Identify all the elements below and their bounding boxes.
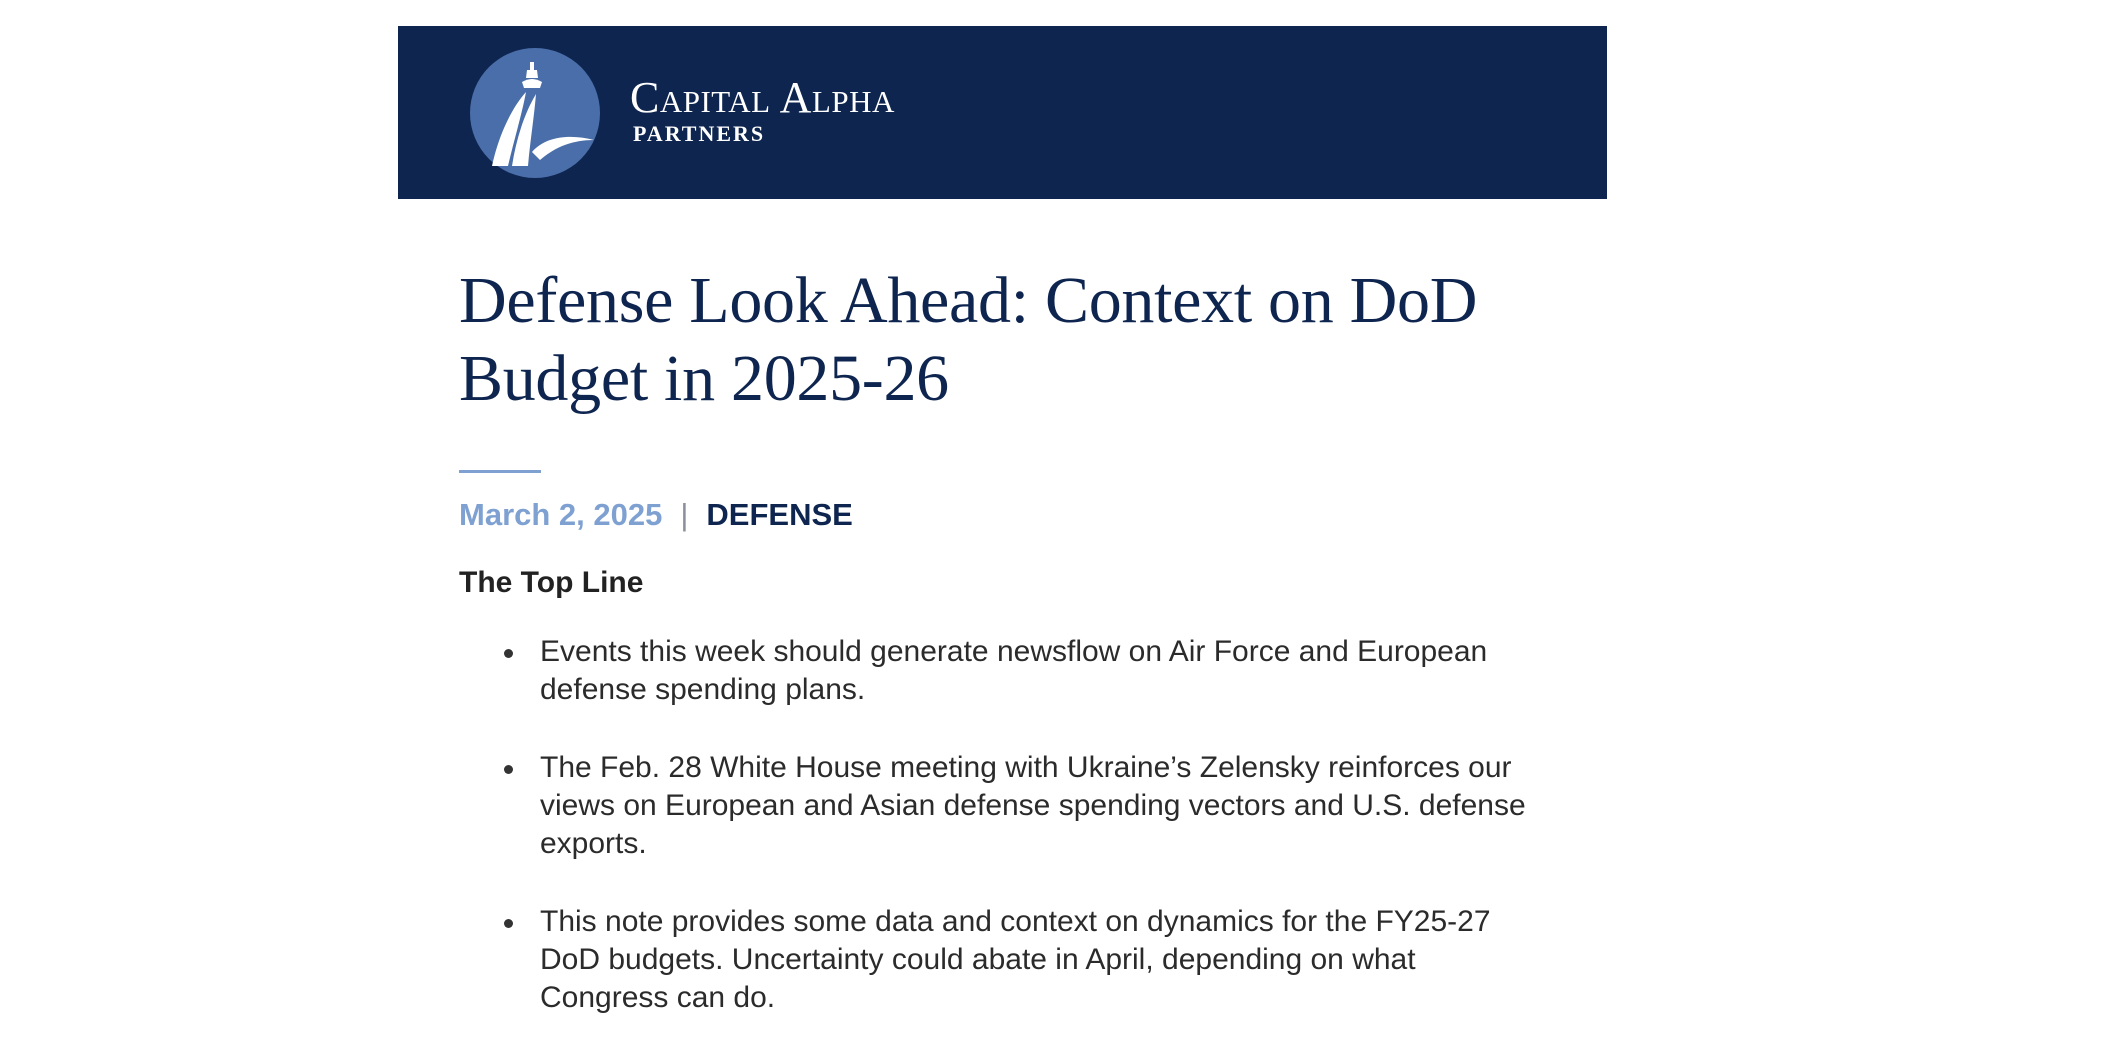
title-divider xyxy=(459,470,541,473)
capitol-dome-logo-icon xyxy=(470,48,600,178)
list-item-text: Events this week should generate newsflow on Air Force and European defense spending plans. xyxy=(540,635,1488,706)
section-heading: The Top Line xyxy=(459,566,644,599)
article xyxy=(459,262,1559,1057)
logo-wordmark xyxy=(630,74,895,146)
category-link[interactable]: DEFENSE xyxy=(706,497,853,532)
list-item-text: The Feb. 28 White House meeting with Ukraine’s Zelensky reinforces our views on European and Asian defense spending vectors and U.S. defense exports. xyxy=(540,751,1526,860)
meta-separator: | xyxy=(680,497,689,532)
logo-subtitle: PARTNERS xyxy=(633,121,766,146)
article-meta xyxy=(459,495,1559,535)
logo-name: Capital Alpha xyxy=(630,73,895,122)
bullet-icon xyxy=(504,765,513,774)
list-item-text: This note provides some data and context on dynamics for the FY25-27 DoD budgets. Uncertainty could abate in April, depending on what Congress can do. xyxy=(540,905,1491,1014)
top-line-list xyxy=(459,633,1559,1017)
publish-date: March 2, 2025 xyxy=(459,497,663,532)
page-title: Defense Look Ahead: Context on DoD Budget in 2025-26 xyxy=(459,264,1478,415)
list-item xyxy=(459,903,1540,1017)
list-item xyxy=(459,633,1540,709)
header-banner xyxy=(398,26,1607,199)
bullet-icon xyxy=(504,649,513,658)
bullet-icon xyxy=(504,919,513,928)
list-item xyxy=(459,749,1540,863)
